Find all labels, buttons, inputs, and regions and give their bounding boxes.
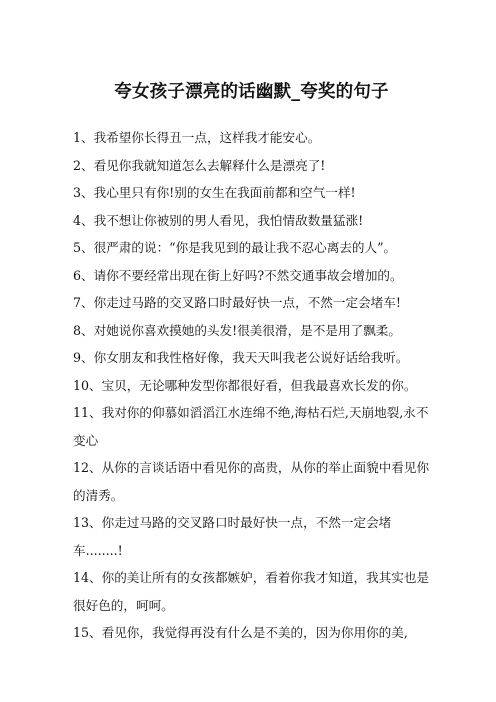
list-item: 3、我心里只有你!别的女生在我面前都和空气一样! [73,185,356,200]
list-item: 1、我希望你长得丑一点，这样我才能安心。 [73,130,321,145]
list-item: 9、你女朋友和我性格好像，我天天叫我老公说好话给我听。 [73,350,409,365]
list-item: 7、你走过马路的交叉路口时最好快一点，不然一定会堵车! [73,295,401,310]
sentence-list [73,124,436,647]
list-item: 6、请你不要经常出现在街上好吗?不然交通事故会增加的。 [73,267,403,283]
list-item: 4、我不想让你被别的男人看见，我怕情敌数量猛涨! [73,212,364,228]
list-item: 15、看见你，我觉得再没有什么是不美的，因为你用你的美, [73,625,408,640]
list-item: 12、从你的言谈话语中看见你的高贵，从你的举止面貌中看见你的清秀。 [73,460,430,503]
list-item: 2、看见你我就知道怎么去解释什么是漂亮了! [73,157,326,173]
list-item: 10、宝贝，无论哪种发型你都很好看，但我最喜欢长发的你。 [73,377,417,393]
list-item: 11、我对你的仰慕如滔滔江水连绵不绝,海枯石烂,天崩地裂,永不变心 [73,405,429,448]
list-item: 13、你走过马路的交叉路口时最好快一点，不然一定会堵车........! [73,515,392,558]
list-item: 14、你的美让所有的女孩都嫉妒，看着你我才知道，我其实也是很好色的，呵呵。 [73,570,430,613]
document-title: 夸女孩子漂亮的话幽默_夸奖的句子 [114,82,389,102]
list-item: 8、对她说你喜欢摸她的头发!很美很滑，是不是用了飘柔。 [73,322,401,338]
list-item: 5、很严肃的说：“你是我见到的最让我不忍心离去的人”。 [73,240,397,255]
